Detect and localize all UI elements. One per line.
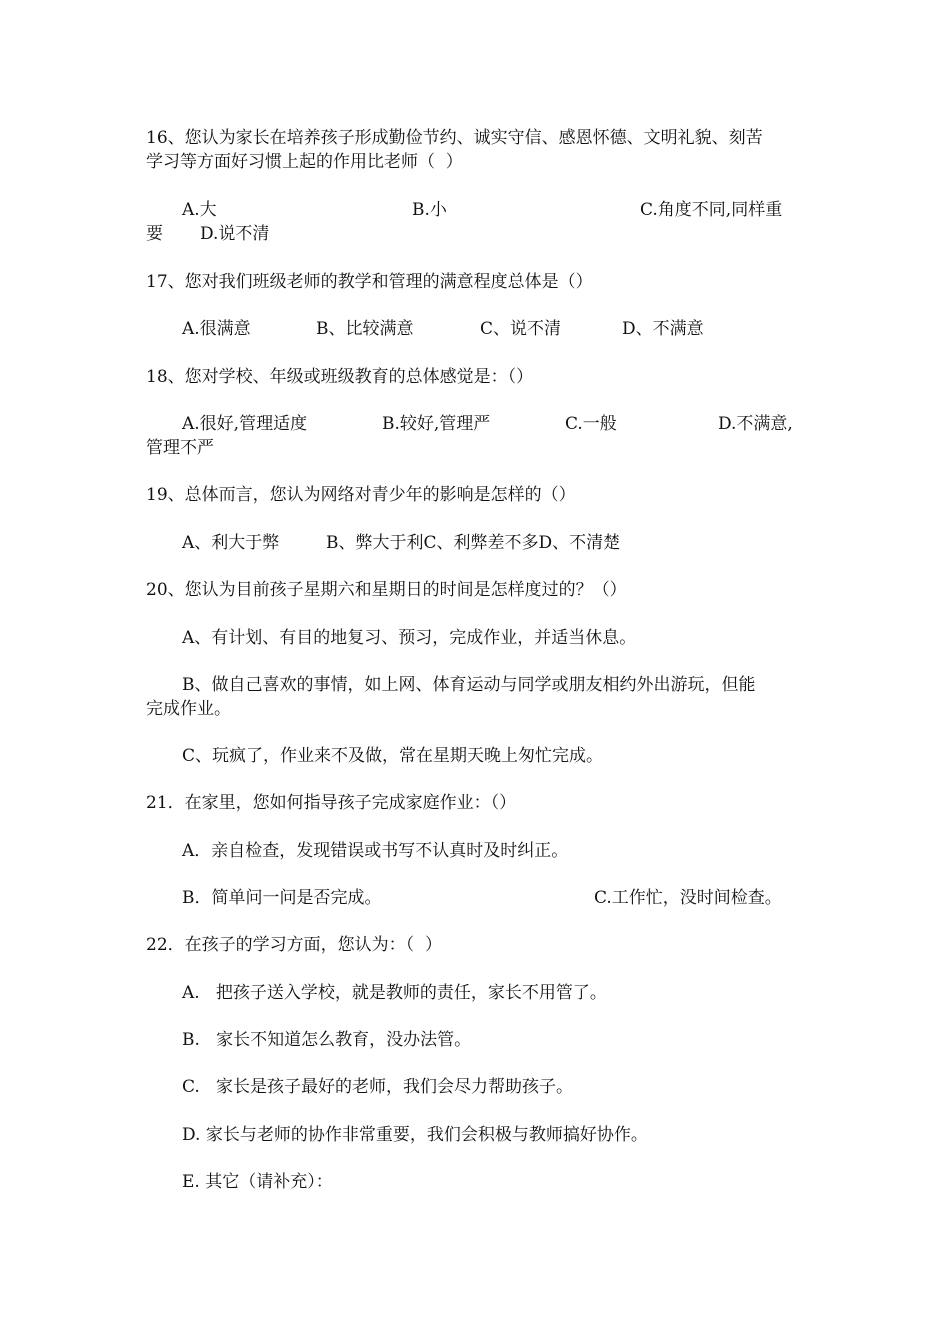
q19-text: 19、总体而言，您认为网络对青少年的影响是怎样的（） bbox=[146, 485, 576, 505]
q16-text-line1: 16、您认为家长在培养孩子形成勤俭节约、诚实守信、感恩怀德、文明礼貌、刻苦 bbox=[146, 128, 763, 148]
q16-option-c: C.角度不同,同样重 bbox=[640, 200, 783, 220]
q16-option-b: B.小 bbox=[412, 200, 447, 220]
q17-option-b: B、比较满意 bbox=[316, 319, 414, 339]
q19-option-bcd: B、弊大于利C、利弊差不多D、不清楚 bbox=[326, 533, 621, 553]
q22-text: 22．在孩子的学习方面，您认为：（ ） bbox=[146, 935, 442, 955]
q18-text: 18、您对学校、年级或班级教育的总体感觉是：（） bbox=[146, 367, 534, 387]
q18-option-c: C.一般 bbox=[565, 414, 617, 434]
q20-option-b: B、做自己喜欢的事情，如上网、体育运动与同学或朋友相约外出游玩，但能 bbox=[182, 675, 756, 695]
q16-option-a: A.大 bbox=[182, 200, 217, 220]
q16-text-line2: 学习等方面好习惯上起的作用比老师（ ） bbox=[146, 152, 463, 172]
q22-option-a: A. 把孩子送入学校，就是教师的责任，家长不用管了。 bbox=[182, 983, 607, 1003]
q22-option-b: B. 家长不知道怎么教育，没办法管。 bbox=[182, 1030, 472, 1050]
q21-text: 21．在家里，您如何指导孩子完成家庭作业：（） bbox=[146, 793, 517, 813]
q17-option-a: A.很满意 bbox=[182, 319, 251, 339]
q21-option-b: B．简单问一问是否完成。 bbox=[182, 888, 382, 908]
q17-text: 17、您对我们班级老师的教学和管理的满意程度总体是（） bbox=[146, 272, 593, 292]
q22-option-d: D. 家长与老师的协作非常重要，我们会积极与教师搞好协作。 bbox=[182, 1125, 648, 1145]
q21-option-a: A．亲自检查，发现错误或书写不认真时及时纠正。 bbox=[182, 841, 569, 861]
q16-option-d: D.说不清 bbox=[200, 224, 270, 244]
q21-option-c: C.工作忙，没时间检查。 bbox=[594, 888, 782, 908]
q19-option-a: A、利大于弊 bbox=[182, 533, 280, 553]
q20-option-b-cont: 完成作业。 bbox=[146, 699, 231, 719]
q22-option-e: E. 其它（请补充）： bbox=[182, 1172, 333, 1192]
q20-option-a: A、有计划、有目的地复习、预习，完成作业，并适当休息。 bbox=[182, 628, 637, 648]
q22-option-c: C. 家长是孩子最好的老师，我们会尽力帮助孩子。 bbox=[182, 1077, 574, 1097]
q18-option-a: A.很好,管理适度 bbox=[182, 414, 308, 434]
q16-option-c-cont: 要 bbox=[146, 224, 163, 244]
q18-option-b: B.较好,管理严 bbox=[382, 414, 491, 434]
q20-text: 20、您认为目前孩子星期六和星期日的时间是怎样度过的？（） bbox=[146, 580, 627, 600]
q17-option-d: D、不满意 bbox=[622, 319, 704, 339]
q18-option-d: D.不满意, bbox=[718, 414, 793, 434]
q18-option-d-cont: 管理不严 bbox=[146, 438, 214, 458]
q20-option-c: C、玩疯了，作业来不及做，常在星期天晚上匆忙完成。 bbox=[182, 746, 604, 766]
q17-option-c: C、说不清 bbox=[480, 319, 562, 339]
